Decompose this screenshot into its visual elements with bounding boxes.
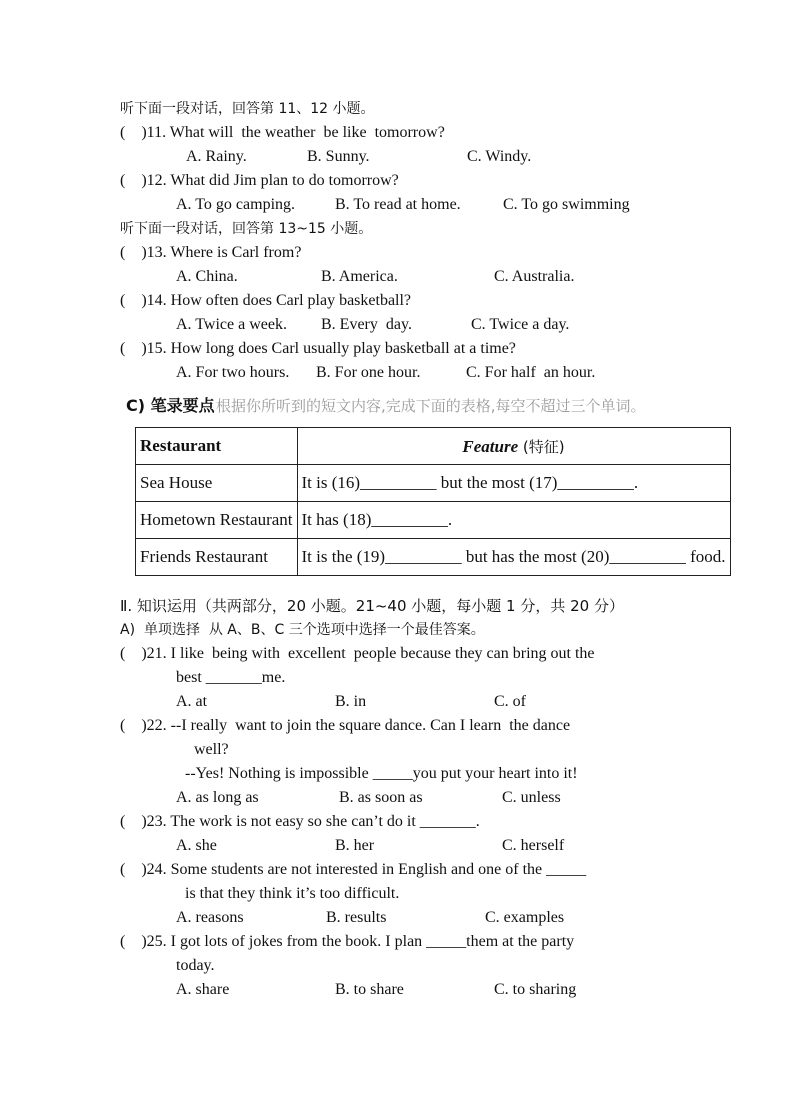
question-14-option-c: C. Twice a day.	[471, 316, 570, 333]
question-11-option-b: B. Sunny.	[307, 148, 370, 165]
question-12-option-c: C. To go swimming	[503, 196, 630, 213]
restaurant-name: Friends Restaurant	[136, 539, 298, 576]
header-feature-en: Feature	[462, 436, 519, 456]
restaurant-feature: It is (16)_________ but the most (17)_________.	[297, 465, 730, 502]
header-feature	[297, 428, 730, 465]
question-22-option-c: C. unless	[502, 789, 561, 806]
restaurant-name: Sea House	[136, 465, 298, 502]
question-13-option-b: B. America.	[321, 268, 398, 285]
table-row	[136, 465, 731, 502]
question-15-option-c: C. For half an hour.	[466, 364, 596, 381]
question-11-stem: ( )11. What will the weather be like tomorrow?	[120, 124, 445, 141]
question-14-option-a: A. Twice a week.	[176, 316, 287, 333]
table-header-row	[136, 428, 731, 465]
question-22-stem-line1: ( )22. --I really want to join the square dance. Can I learn the dance	[120, 717, 571, 734]
question-11-option-a: A. Rainy.	[186, 148, 247, 165]
question-13-option-a: A. China.	[176, 268, 238, 285]
question-11-option-c: C. Windy.	[467, 148, 532, 165]
question-23-option-c: C. herself	[502, 837, 565, 854]
table-row	[136, 502, 731, 539]
section-c-label: C) 笔录要点	[126, 396, 215, 415]
part-2-sub-a: A) 单项选择 从 A、B、C 三个选项中选择一个最佳答案。	[120, 622, 485, 638]
question-22-option-b: B. as soon as	[339, 789, 423, 806]
question-14-stem: ( )14. How often does Carl play basketball?	[120, 292, 412, 309]
restaurant-name: Hometown Restaurant	[136, 502, 298, 539]
question-24-stem-line2: is that they think it’s too difficult.	[185, 885, 400, 902]
question-22-stem-line2: well?	[194, 741, 229, 758]
question-23-option-b: B. her	[335, 837, 375, 854]
question-21-stem-line1: ( )21. I like being with excellent people because they can bring out the	[120, 645, 595, 662]
header-restaurant: Restaurant	[136, 428, 298, 465]
question-21-option-a: A. at	[176, 693, 208, 710]
table-row	[136, 539, 731, 576]
question-15-option-b: B. For one hour.	[316, 364, 421, 381]
question-14-option-b: B. Every day.	[321, 316, 412, 333]
part-2-heading: Ⅱ. 知识运用（共两部分，20 小题。21~40 小题，每小题 1 分，共 20 分）	[120, 597, 624, 615]
question-25-option-b: B. to share	[335, 981, 404, 998]
header-feature-cn: (特征)	[518, 437, 565, 456]
question-12-option-b: B. To read at home.	[335, 196, 461, 213]
instruction-13-15: 听下面一段对话，回答第 13~15 小题。	[120, 221, 373, 237]
question-25-option-a: A. share	[176, 981, 230, 998]
question-13-option-c: C. Australia.	[494, 268, 575, 285]
question-21-option-c: C. of	[494, 693, 526, 710]
question-15-option-a: A. For two hours.	[176, 364, 290, 381]
section-c-instruction: 根据你所听到的短文内容,完成下面的表格,每空不超过三个单词。	[216, 397, 646, 415]
question-22-stem-line3: --Yes! Nothing is impossible _____you put your heart into it!	[185, 765, 578, 782]
question-24-stem-line1: ( )24. Some students are not interested in English and one of the _____	[120, 861, 587, 878]
question-12-option-a: A. To go camping.	[176, 196, 296, 213]
question-21-stem-line2: best _______me.	[176, 669, 286, 686]
question-24-option-a: A. reasons	[176, 909, 244, 926]
question-23-option-a: A. she	[176, 837, 217, 854]
question-12-stem: ( )12. What did Jim plan to do tomorrow?	[120, 172, 399, 189]
question-21-option-b: B. in	[335, 693, 367, 710]
question-25-option-c: C. to sharing	[494, 981, 577, 998]
question-22-option-a: A. as long as	[176, 789, 259, 806]
question-24-option-c: C. examples	[485, 909, 565, 926]
question-24-option-b: B. results	[326, 909, 387, 926]
question-13-stem: ( )13. Where is Carl from?	[120, 244, 302, 261]
question-25-stem-line1: ( )25. I got lots of jokes from the book. I plan _____them at the party	[120, 933, 575, 950]
question-25-stem-line2: today.	[176, 957, 215, 974]
question-23-stem: ( )23. The work is not easy so she can’t do it _______.	[120, 813, 480, 830]
restaurant-feature: It has (18)_________.	[297, 502, 730, 539]
question-15-stem: ( )15. How long does Carl usually play basketball at a time?	[120, 340, 516, 357]
restaurant-feature: It is the (19)_________ but has the most (20)_________ food.	[297, 539, 730, 576]
instruction-11-12: 听下面一段对话，回答第 11、12 小题。	[120, 101, 375, 117]
notes-table	[135, 427, 731, 576]
